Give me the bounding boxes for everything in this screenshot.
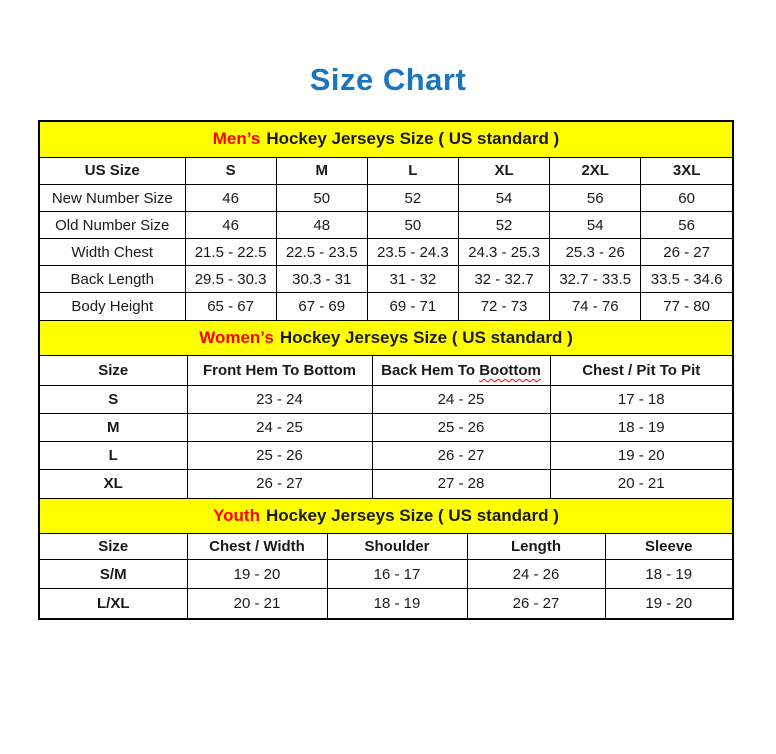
table-cell: 26 - 27 xyxy=(187,470,372,498)
table-cell: 33.5 - 34.6 xyxy=(641,266,732,293)
table-cell: 65 - 67 xyxy=(185,293,276,320)
table-cell: 18 - 19 xyxy=(605,560,732,589)
table-cell: 20 - 21 xyxy=(550,470,732,498)
table-cell: S/M xyxy=(40,560,187,589)
header-row xyxy=(40,158,732,185)
header-cell: Chest / Width xyxy=(187,534,327,560)
table-cell: 50 xyxy=(276,185,367,212)
header-cell: Size xyxy=(40,534,187,560)
table-head xyxy=(40,356,732,386)
mens-size-table xyxy=(40,158,732,320)
table-cell: 32 - 32.7 xyxy=(458,266,549,293)
table-row xyxy=(40,293,732,320)
womens-band-text: Hockey Jerseys Size ( US standard ) xyxy=(279,327,573,347)
table-cell: 74 - 76 xyxy=(550,293,641,320)
table-cell: 54 xyxy=(550,212,641,239)
table-body xyxy=(40,560,732,618)
table-cell: 30.3 - 31 xyxy=(276,266,367,293)
table-cell: 24 - 26 xyxy=(467,560,605,589)
table-cell: 48 xyxy=(276,212,367,239)
header-cell: Front Hem To Bottom xyxy=(187,356,372,386)
table-row xyxy=(40,239,732,266)
table-row xyxy=(40,386,732,414)
header-cell: L xyxy=(367,158,458,185)
table-cell: 19 - 20 xyxy=(187,560,327,589)
table-body xyxy=(40,386,732,498)
header-cell: 3XL xyxy=(641,158,732,185)
table-cell: Width Chest xyxy=(40,239,185,266)
womens-size-table xyxy=(40,356,732,498)
table-cell: XL xyxy=(40,470,187,498)
header-cell: 2XL xyxy=(550,158,641,185)
table-cell: 60 xyxy=(641,185,732,212)
table-cell: 31 - 32 xyxy=(367,266,458,293)
table-row xyxy=(40,442,732,470)
table-cell: 26 - 27 xyxy=(467,589,605,618)
table-cell: 72 - 73 xyxy=(458,293,549,320)
table-cell: 23.5 - 24.3 xyxy=(367,239,458,266)
table-cell: 56 xyxy=(641,212,732,239)
table-cell: 24.3 - 25.3 xyxy=(458,239,549,266)
youth-size-table xyxy=(40,534,732,618)
table-cell: L xyxy=(40,442,187,470)
table-cell: 77 - 80 xyxy=(641,293,732,320)
youth-band-highlight: Youth xyxy=(213,505,260,525)
table-body xyxy=(40,185,732,320)
table-cell: Body Height xyxy=(40,293,185,320)
table-row xyxy=(40,414,732,442)
table-row xyxy=(40,266,732,293)
table-cell: M xyxy=(40,414,187,442)
table-cell: 19 - 20 xyxy=(605,589,732,618)
youth-band-text: Hockey Jerseys Size ( US standard ) xyxy=(265,505,559,525)
table-cell: 32.7 - 33.5 xyxy=(550,266,641,293)
table-cell: Old Number Size xyxy=(40,212,185,239)
table-cell: 26 - 27 xyxy=(372,442,550,470)
table-cell: 29.5 - 30.3 xyxy=(185,266,276,293)
table-cell: 16 - 17 xyxy=(327,560,467,589)
misspelled-word: Boottom xyxy=(479,361,541,379)
table-cell: New Number Size xyxy=(40,185,185,212)
table-cell: 27 - 28 xyxy=(372,470,550,498)
header-cell: Chest / Pit To Pit xyxy=(550,356,732,386)
table-cell: 18 - 19 xyxy=(550,414,732,442)
table-head xyxy=(40,534,732,560)
header-row xyxy=(40,356,732,386)
table-row xyxy=(40,589,732,618)
mens-band-text: Hockey Jerseys Size ( US standard ) xyxy=(266,129,560,149)
header-cell: Sleeve xyxy=(605,534,732,560)
header-cell: Length xyxy=(467,534,605,560)
table-cell: 17 - 18 xyxy=(550,386,732,414)
table-cell: 18 - 19 xyxy=(327,589,467,618)
table-cell: 24 - 25 xyxy=(187,414,372,442)
header-cell: S xyxy=(185,158,276,185)
header-text: Back Hem To xyxy=(381,361,480,379)
table-cell: 25 - 26 xyxy=(372,414,550,442)
table-cell: 56 xyxy=(550,185,641,212)
youth-section-band xyxy=(40,498,732,534)
table-cell: 52 xyxy=(458,212,549,239)
header-cell: M xyxy=(276,158,367,185)
table-cell: 25 - 26 xyxy=(187,442,372,470)
table-head xyxy=(40,158,732,185)
table-cell: L/XL xyxy=(40,589,187,618)
table-cell: S xyxy=(40,386,187,414)
header-row xyxy=(40,534,732,560)
table-cell: 52 xyxy=(367,185,458,212)
table-cell: 69 - 71 xyxy=(367,293,458,320)
header-cell: Shoulder xyxy=(327,534,467,560)
table-cell: 22.5 - 23.5 xyxy=(276,239,367,266)
header-cell: Size xyxy=(40,356,187,386)
size-chart-container xyxy=(38,120,734,620)
header-cell xyxy=(372,356,550,386)
table-row xyxy=(40,560,732,589)
table-cell: 21.5 - 22.5 xyxy=(185,239,276,266)
table-cell: 24 - 25 xyxy=(372,386,550,414)
table-cell: 67 - 69 xyxy=(276,293,367,320)
table-cell: 54 xyxy=(458,185,549,212)
table-cell: 46 xyxy=(185,212,276,239)
mens-band-highlight: Men’s xyxy=(212,129,261,149)
table-row xyxy=(40,185,732,212)
header-cell: US Size xyxy=(40,158,185,185)
header-cell: XL xyxy=(458,158,549,185)
mens-section-band xyxy=(40,122,732,158)
page-title: Size Chart xyxy=(309,62,467,97)
table-row xyxy=(40,470,732,498)
table-cell: 26 - 27 xyxy=(641,239,732,266)
womens-band-highlight: Women’s xyxy=(199,327,274,347)
table-row xyxy=(40,212,732,239)
table-cell: 20 - 21 xyxy=(187,589,327,618)
table-cell: Back Length xyxy=(40,266,185,293)
table-cell: 50 xyxy=(367,212,458,239)
table-cell: 19 - 20 xyxy=(550,442,732,470)
table-cell: 46 xyxy=(185,185,276,212)
table-cell: 25.3 - 26 xyxy=(550,239,641,266)
womens-section-band xyxy=(40,320,732,356)
table-cell: 23 - 24 xyxy=(187,386,372,414)
